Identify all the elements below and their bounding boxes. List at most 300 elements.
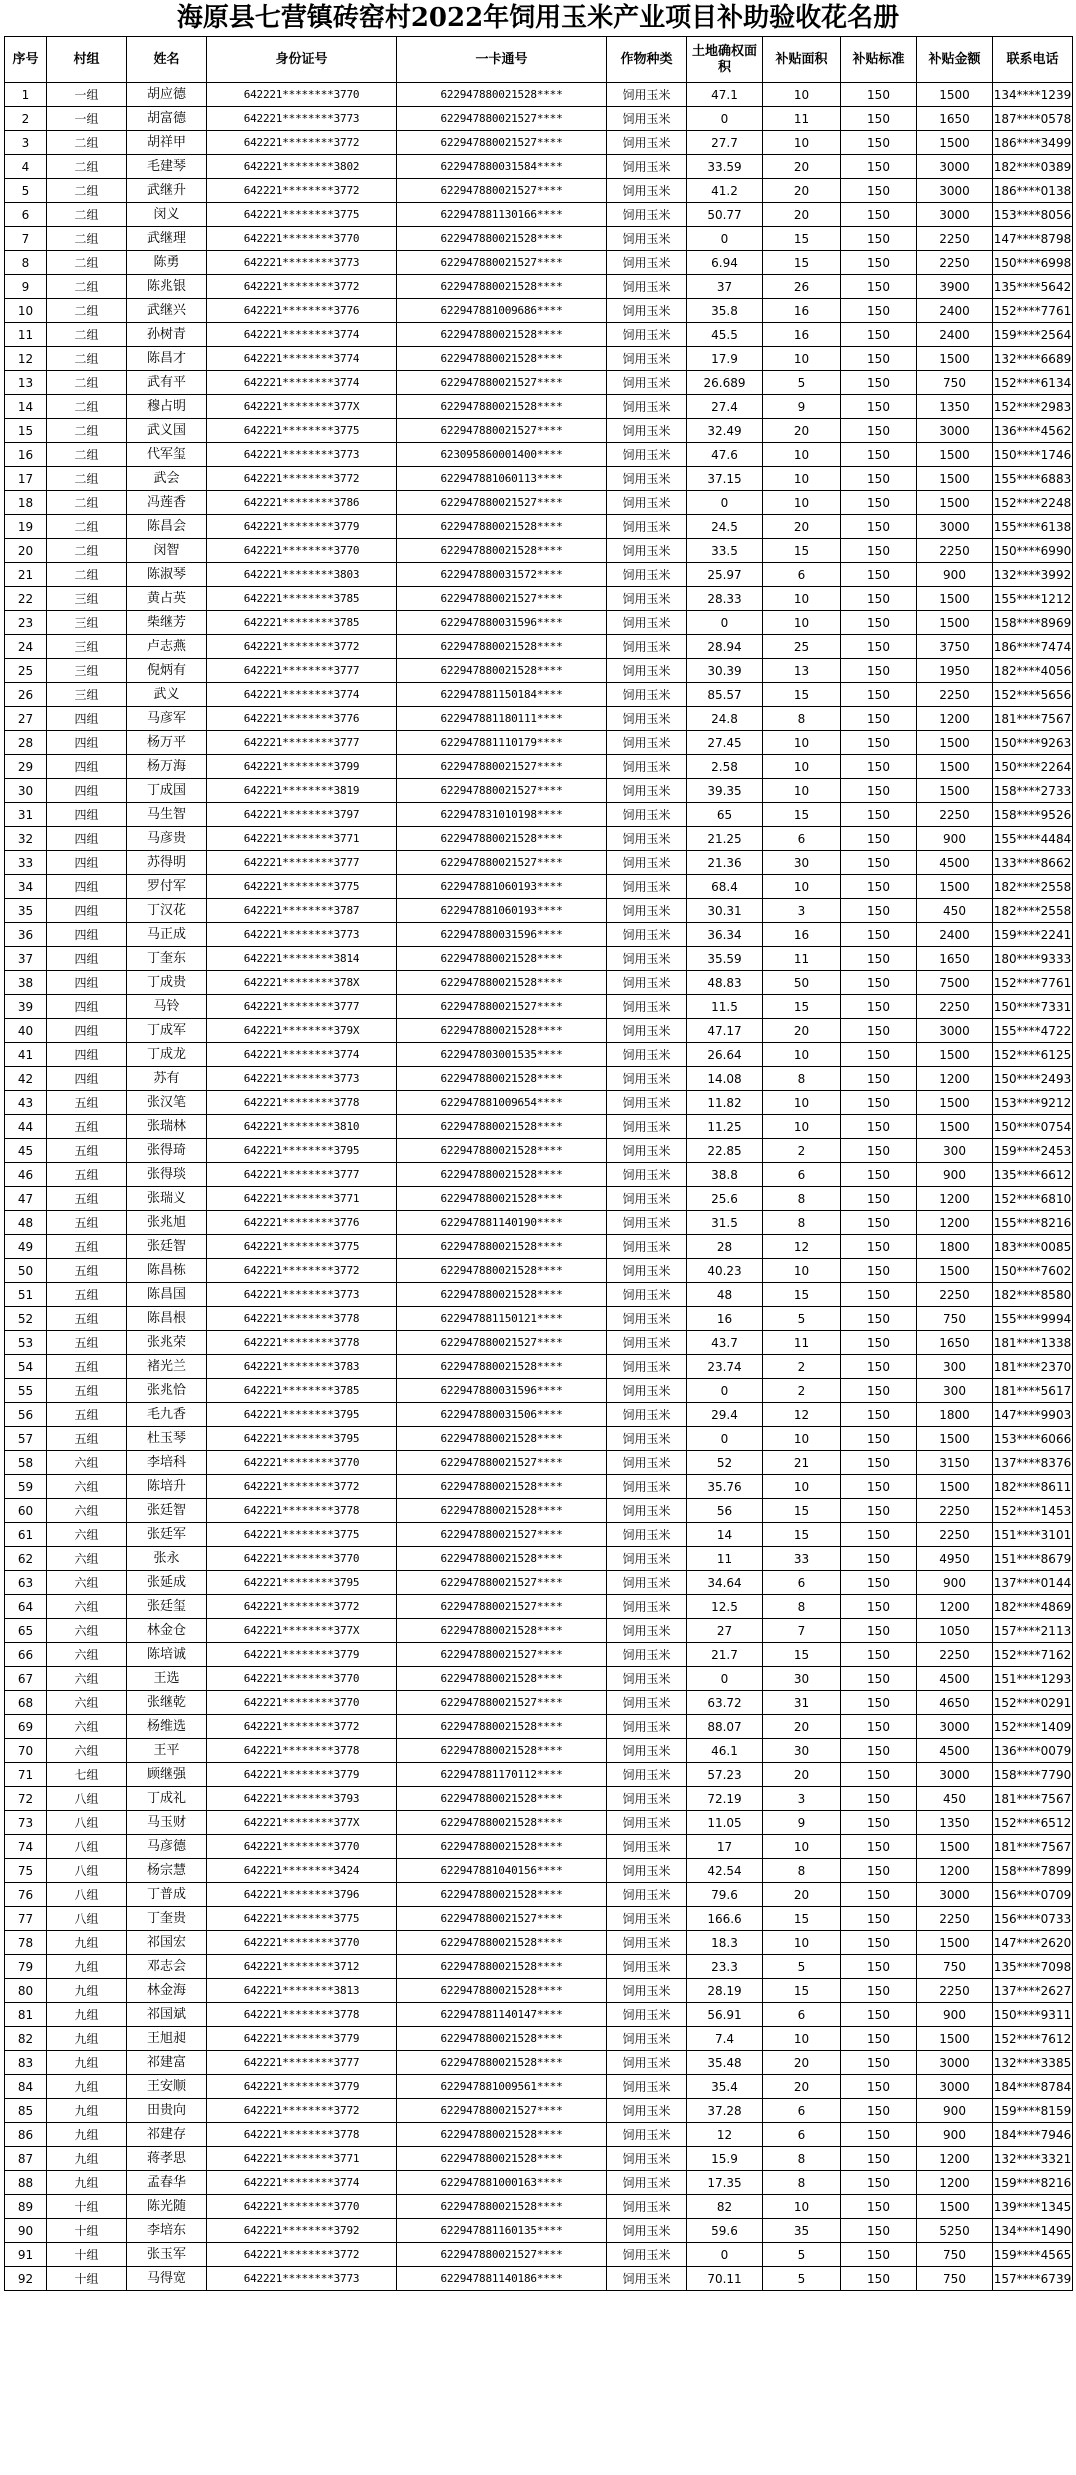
cell-card-number: 622947880021527**** [397, 131, 607, 155]
cell-subsidy-area: 10 [763, 1931, 841, 1955]
table-row [5, 635, 1073, 659]
table-row [5, 491, 1073, 515]
cell-phone: 150****6990 [993, 539, 1073, 563]
cell-id-number: 642221********3774 [207, 323, 397, 347]
cell-crop-type: 饲用玉米 [607, 1091, 687, 1115]
cell-subsidy-area: 6 [763, 563, 841, 587]
table-row [5, 1955, 1073, 1979]
cell-name: 张瑞义 [127, 1187, 207, 1211]
cell-land-area: 21.36 [687, 851, 763, 875]
cell-crop-type: 饲用玉米 [607, 827, 687, 851]
cell-name: 陈兆银 [127, 275, 207, 299]
cell-index: 54 [5, 1355, 47, 1379]
cell-phone: 158****7790 [993, 1763, 1073, 1787]
cell-card-number: 622947880021527**** [397, 1595, 607, 1619]
cell-crop-type: 饲用玉米 [607, 1835, 687, 1859]
cell-land-area: 79.6 [687, 1883, 763, 1907]
table-row [5, 2195, 1073, 2219]
cell-subsidy-amount: 1200 [917, 2171, 993, 2195]
cell-subsidy-amount: 1200 [917, 707, 993, 731]
cell-card-number: 622947880021528**** [397, 1259, 607, 1283]
cell-subsidy-amount: 900 [917, 563, 993, 587]
cell-group: 五组 [47, 1235, 127, 1259]
cell-crop-type: 饲用玉米 [607, 395, 687, 419]
cell-subsidy-area: 15 [763, 803, 841, 827]
cell-phone: 155****9994 [993, 1307, 1073, 1331]
cell-subsidy-amount: 1800 [917, 1235, 993, 1259]
cell-name: 马彦德 [127, 1835, 207, 1859]
cell-subsidy-rate: 150 [841, 1667, 917, 1691]
cell-card-number: 622947880021528**** [397, 1667, 607, 1691]
cell-group: 九组 [47, 2051, 127, 2075]
cell-subsidy-rate: 150 [841, 1283, 917, 1307]
cell-phone: 132****3321 [993, 2147, 1073, 2171]
cell-subsidy-area: 20 [763, 419, 841, 443]
cell-subsidy-rate: 150 [841, 1979, 917, 2003]
cell-card-number: 622947880021527**** [397, 851, 607, 875]
cell-card-number: 622947880021528**** [397, 1499, 607, 1523]
cell-group: 二组 [47, 299, 127, 323]
cell-subsidy-area: 20 [763, 2075, 841, 2099]
cell-group: 六组 [47, 1571, 127, 1595]
cell-name: 丁成贵 [127, 971, 207, 995]
table-row [5, 515, 1073, 539]
cell-group: 六组 [47, 1451, 127, 1475]
table-row [5, 1931, 1073, 1955]
cell-id-number: 642221********3775 [207, 419, 397, 443]
cell-index: 29 [5, 755, 47, 779]
cell-subsidy-area: 12 [763, 1235, 841, 1259]
cell-crop-type: 饲用玉米 [607, 1067, 687, 1091]
cell-crop-type: 饲用玉米 [607, 875, 687, 899]
table-row [5, 755, 1073, 779]
cell-crop-type: 饲用玉米 [607, 2147, 687, 2171]
cell-subsidy-area: 9 [763, 1811, 841, 1835]
cell-subsidy-amount: 750 [917, 2267, 993, 2291]
cell-id-number: 642221********3770 [207, 1451, 397, 1475]
cell-phone: 150****9263 [993, 731, 1073, 755]
cell-phone: 155****1212 [993, 587, 1073, 611]
cell-subsidy-area: 16 [763, 923, 841, 947]
cell-name: 穆占明 [127, 395, 207, 419]
cell-subsidy-area: 31 [763, 1691, 841, 1715]
cell-land-area: 27.4 [687, 395, 763, 419]
table-row [5, 1715, 1073, 1739]
cell-subsidy-amount: 300 [917, 1139, 993, 1163]
cell-id-number: 642221********3771 [207, 827, 397, 851]
cell-subsidy-area: 10 [763, 875, 841, 899]
table-row [5, 2219, 1073, 2243]
cell-group: 二组 [47, 251, 127, 275]
cell-subsidy-rate: 150 [841, 1643, 917, 1667]
cell-index: 88 [5, 2171, 47, 2195]
cell-phone: 158****2733 [993, 779, 1073, 803]
cell-subsidy-area: 15 [763, 251, 841, 275]
table-row [5, 395, 1073, 419]
cell-crop-type: 饲用玉米 [607, 1883, 687, 1907]
cell-name: 武继升 [127, 179, 207, 203]
cell-card-number: 622947880021528**** [397, 1835, 607, 1859]
cell-land-area: 57.23 [687, 1763, 763, 1787]
cell-land-area: 43.7 [687, 1331, 763, 1355]
cell-subsidy-area: 12 [763, 1403, 841, 1427]
cell-crop-type: 饲用玉米 [607, 683, 687, 707]
cell-subsidy-amount: 3000 [917, 203, 993, 227]
cell-phone: 182****8580 [993, 1283, 1073, 1307]
cell-group: 四组 [47, 899, 127, 923]
cell-card-number: 622947880021528**** [397, 347, 607, 371]
cell-crop-type: 饲用玉米 [607, 2027, 687, 2051]
cell-subsidy-rate: 150 [841, 1763, 917, 1787]
cell-card-number: 622947880021528**** [397, 1955, 607, 1979]
cell-name: 杨万平 [127, 731, 207, 755]
cell-subsidy-area: 10 [763, 443, 841, 467]
cell-phone: 150****9311 [993, 2003, 1073, 2027]
cell-group: 十组 [47, 2267, 127, 2291]
cell-group: 九组 [47, 2147, 127, 2171]
cell-index: 87 [5, 2147, 47, 2171]
cell-id-number: 642221********3779 [207, 2075, 397, 2099]
cell-crop-type: 饲用玉米 [607, 2075, 687, 2099]
cell-subsidy-rate: 150 [841, 635, 917, 659]
cell-index: 27 [5, 707, 47, 731]
cell-id-number: 642221********3796 [207, 1883, 397, 1907]
cell-index: 15 [5, 419, 47, 443]
cell-crop-type: 饲用玉米 [607, 1667, 687, 1691]
cell-index: 86 [5, 2123, 47, 2147]
cell-phone: 136****0079 [993, 1739, 1073, 1763]
table-row [5, 467, 1073, 491]
cell-phone: 152****6512 [993, 1811, 1073, 1835]
table-row [5, 275, 1073, 299]
cell-phone: 181****5617 [993, 1379, 1073, 1403]
cell-group: 三组 [47, 611, 127, 635]
table-row [5, 1379, 1073, 1403]
cell-name: 张玉军 [127, 2243, 207, 2267]
cell-land-area: 52 [687, 1451, 763, 1475]
cell-name: 张延成 [127, 1571, 207, 1595]
cell-crop-type: 饲用玉米 [607, 1139, 687, 1163]
cell-subsidy-amount: 2250 [917, 1643, 993, 1667]
cell-subsidy-area: 10 [763, 467, 841, 491]
cell-land-area: 65 [687, 803, 763, 827]
table-row [5, 2051, 1073, 2075]
cell-subsidy-amount: 1800 [917, 1403, 993, 1427]
cell-id-number: 642221********3770 [207, 1667, 397, 1691]
cell-subsidy-rate: 150 [841, 419, 917, 443]
cell-subsidy-area: 10 [763, 779, 841, 803]
cell-index: 24 [5, 635, 47, 659]
cell-land-area: 11.5 [687, 995, 763, 1019]
cell-subsidy-rate: 150 [841, 1043, 917, 1067]
cell-subsidy-amount: 2250 [917, 1907, 993, 1931]
table-row [5, 1187, 1073, 1211]
table-row [5, 1091, 1073, 1115]
cell-subsidy-area: 10 [763, 1835, 841, 1859]
cell-group: 三组 [47, 659, 127, 683]
cell-subsidy-area: 13 [763, 659, 841, 683]
cell-group: 六组 [47, 1643, 127, 1667]
cell-crop-type: 饲用玉米 [607, 611, 687, 635]
cell-index: 7 [5, 227, 47, 251]
cell-index: 3 [5, 131, 47, 155]
cell-subsidy-area: 15 [763, 1499, 841, 1523]
cell-group: 二组 [47, 155, 127, 179]
cell-subsidy-rate: 150 [841, 971, 917, 995]
table-row [5, 827, 1073, 851]
cell-subsidy-area: 7 [763, 1619, 841, 1643]
table-row [5, 203, 1073, 227]
cell-phone: 137****0144 [993, 1571, 1073, 1595]
cell-id-number: 642221********3783 [207, 1355, 397, 1379]
cell-subsidy-amount: 750 [917, 1955, 993, 1979]
cell-subsidy-rate: 150 [841, 155, 917, 179]
cell-id-number: 642221********3795 [207, 1139, 397, 1163]
table-row [5, 419, 1073, 443]
cell-land-area: 25.97 [687, 563, 763, 587]
cell-land-area: 0 [687, 611, 763, 635]
cell-name: 丁奎东 [127, 947, 207, 971]
cell-id-number: 642221********3786 [207, 491, 397, 515]
cell-index: 46 [5, 1163, 47, 1187]
cell-name: 陈培诚 [127, 1643, 207, 1667]
cell-card-number: 622947880021527**** [397, 1907, 607, 1931]
cell-crop-type: 饲用玉米 [607, 1235, 687, 1259]
cell-crop-type: 饲用玉米 [607, 1403, 687, 1427]
cell-subsidy-amount: 1500 [917, 1427, 993, 1451]
cell-card-number: 622947881150184**** [397, 683, 607, 707]
cell-subsidy-amount: 2250 [917, 539, 993, 563]
cell-land-area: 27.7 [687, 131, 763, 155]
table-row [5, 1139, 1073, 1163]
cell-name: 丁普成 [127, 1883, 207, 1907]
cell-subsidy-area: 2 [763, 1139, 841, 1163]
table-row [5, 347, 1073, 371]
cell-id-number: 642221********3770 [207, 1835, 397, 1859]
cell-land-area: 37.28 [687, 2099, 763, 2123]
cell-land-area: 18.3 [687, 1931, 763, 1955]
cell-subsidy-rate: 150 [841, 2195, 917, 2219]
cell-subsidy-area: 6 [763, 1571, 841, 1595]
cell-name: 丁奎贵 [127, 1907, 207, 1931]
cell-subsidy-area: 10 [763, 587, 841, 611]
table-row [5, 779, 1073, 803]
cell-name: 冯莲香 [127, 491, 207, 515]
cell-crop-type: 饲用玉米 [607, 1187, 687, 1211]
cell-index: 17 [5, 467, 47, 491]
cell-crop-type: 饲用玉米 [607, 491, 687, 515]
cell-crop-type: 饲用玉米 [607, 731, 687, 755]
cell-land-area: 16 [687, 1307, 763, 1331]
cell-name: 张继乾 [127, 1691, 207, 1715]
cell-name: 张得琰 [127, 1163, 207, 1187]
cell-name: 顾继强 [127, 1763, 207, 1787]
cell-subsidy-rate: 150 [841, 1859, 917, 1883]
cell-card-number: 622947881060193**** [397, 899, 607, 923]
cell-subsidy-amount: 3900 [917, 275, 993, 299]
cell-crop-type: 饲用玉米 [607, 179, 687, 203]
cell-subsidy-rate: 150 [841, 1931, 917, 1955]
cell-land-area: 23.3 [687, 1955, 763, 1979]
cell-land-area: 56 [687, 1499, 763, 1523]
cell-subsidy-area: 8 [763, 1211, 841, 1235]
cell-id-number: 642221********3775 [207, 1907, 397, 1931]
cell-phone: 186****3499 [993, 131, 1073, 155]
cell-index: 11 [5, 323, 47, 347]
cell-card-number: 622947880021528**** [397, 275, 607, 299]
cell-phone: 147****9903 [993, 1403, 1073, 1427]
cell-subsidy-amount: 1500 [917, 443, 993, 467]
cell-phone: 132****3992 [993, 563, 1073, 587]
cell-land-area: 0 [687, 227, 763, 251]
cell-crop-type: 饲用玉米 [607, 1475, 687, 1499]
table-row [5, 851, 1073, 875]
cell-index: 28 [5, 731, 47, 755]
cell-group: 九组 [47, 1931, 127, 1955]
cell-name: 丁成军 [127, 1019, 207, 1043]
cell-subsidy-area: 20 [763, 2051, 841, 2075]
cell-phone: 155****4484 [993, 827, 1073, 851]
cell-subsidy-rate: 150 [841, 1211, 917, 1235]
cell-index: 68 [5, 1691, 47, 1715]
cell-phone: 156****0709 [993, 1883, 1073, 1907]
cell-subsidy-area: 20 [763, 1715, 841, 1739]
table-row [5, 323, 1073, 347]
cell-group: 五组 [47, 1283, 127, 1307]
cell-land-area: 37 [687, 275, 763, 299]
cell-card-number: 622947880021527**** [397, 2099, 607, 2123]
cell-phone: 157****2113 [993, 1619, 1073, 1643]
cell-card-number: 622947880021527**** [397, 2243, 607, 2267]
cell-index: 83 [5, 2051, 47, 2075]
cell-name: 马生智 [127, 803, 207, 827]
cell-group: 六组 [47, 1619, 127, 1643]
cell-subsidy-area: 5 [763, 1955, 841, 1979]
cell-group: 九组 [47, 2027, 127, 2051]
cell-index: 39 [5, 995, 47, 1019]
cell-group: 八组 [47, 1811, 127, 1835]
cell-group: 八组 [47, 1787, 127, 1811]
cell-land-area: 22.85 [687, 1139, 763, 1163]
table-row [5, 1115, 1073, 1139]
cell-land-area: 42.54 [687, 1859, 763, 1883]
cell-crop-type: 饲用玉米 [607, 2267, 687, 2291]
cell-crop-type: 饲用玉米 [607, 2219, 687, 2243]
cell-group: 二组 [47, 491, 127, 515]
cell-land-area: 27.45 [687, 731, 763, 755]
cell-subsidy-area: 20 [763, 515, 841, 539]
cell-card-number: 622947880021527**** [397, 1691, 607, 1715]
cell-land-area: 24.8 [687, 707, 763, 731]
cell-phone: 153****6066 [993, 1427, 1073, 1451]
cell-land-area: 28 [687, 1235, 763, 1259]
cell-subsidy-area: 10 [763, 1091, 841, 1115]
table-row [5, 1355, 1073, 1379]
cell-index: 89 [5, 2195, 47, 2219]
cell-crop-type: 饲用玉米 [607, 419, 687, 443]
cell-group: 四组 [47, 707, 127, 731]
table-row [5, 2075, 1073, 2099]
cell-name: 邓志会 [127, 1955, 207, 1979]
cell-group: 五组 [47, 1115, 127, 1139]
cell-id-number: 642221********3774 [207, 347, 397, 371]
cell-phone: 137****2627 [993, 1979, 1073, 2003]
cell-subsidy-rate: 150 [841, 467, 917, 491]
cell-subsidy-rate: 150 [841, 1523, 917, 1547]
cell-name: 祁国斌 [127, 2003, 207, 2027]
table-row [5, 1643, 1073, 1667]
cell-id-number: 642221********377X [207, 395, 397, 419]
cell-index: 34 [5, 875, 47, 899]
table-row [5, 1859, 1073, 1883]
cell-phone: 182****8611 [993, 1475, 1073, 1499]
cell-group: 三组 [47, 683, 127, 707]
cell-crop-type: 饲用玉米 [607, 1307, 687, 1331]
table-row [5, 923, 1073, 947]
cell-card-number: 622947880031596**** [397, 611, 607, 635]
cell-subsidy-rate: 150 [841, 1883, 917, 1907]
cell-index: 20 [5, 539, 47, 563]
cell-subsidy-amount: 4500 [917, 1667, 993, 1691]
cell-land-area: 15.9 [687, 2147, 763, 2171]
cell-subsidy-amount: 4950 [917, 1547, 993, 1571]
cell-subsidy-area: 35 [763, 2219, 841, 2243]
cell-card-number: 622947880021528**** [397, 323, 607, 347]
cell-name: 王选 [127, 1667, 207, 1691]
cell-subsidy-area: 15 [763, 1283, 841, 1307]
cell-subsidy-rate: 150 [841, 683, 917, 707]
cell-card-number: 622947880021528**** [397, 1163, 607, 1187]
cell-id-number: 642221********3774 [207, 683, 397, 707]
cell-subsidy-amount: 1500 [917, 779, 993, 803]
cell-card-number: 622947880021528**** [397, 947, 607, 971]
cell-land-area: 12 [687, 2123, 763, 2147]
cell-index: 32 [5, 827, 47, 851]
cell-land-area: 47.6 [687, 443, 763, 467]
cell-id-number: 642221********377X [207, 1619, 397, 1643]
cell-land-area: 35.8 [687, 299, 763, 323]
cell-name: 马正成 [127, 923, 207, 947]
cell-name: 陈光随 [127, 2195, 207, 2219]
cell-phone: 152****0291 [993, 1691, 1073, 1715]
cell-card-number: 622947880021527**** [397, 779, 607, 803]
cell-card-number: 622947880021528**** [397, 1115, 607, 1139]
table-row [5, 1667, 1073, 1691]
cell-subsidy-rate: 150 [841, 107, 917, 131]
cell-subsidy-rate: 150 [841, 1907, 917, 1931]
cell-id-number: 642221********3771 [207, 2147, 397, 2171]
cell-card-number: 622947880021528**** [397, 659, 607, 683]
cell-crop-type: 饲用玉米 [607, 155, 687, 179]
cell-land-area: 26.64 [687, 1043, 763, 1067]
table-row [5, 107, 1073, 131]
cell-id-number: 642221********3803 [207, 563, 397, 587]
cell-id-number: 642221********3772 [207, 131, 397, 155]
cell-land-area: 28.19 [687, 1979, 763, 2003]
cell-subsidy-area: 2 [763, 1379, 841, 1403]
table-row [5, 2099, 1073, 2123]
cell-phone: 158****7899 [993, 1859, 1073, 1883]
cell-index: 58 [5, 1451, 47, 1475]
cell-card-number: 622947880021528**** [397, 2027, 607, 2051]
cell-crop-type: 饲用玉米 [607, 1859, 687, 1883]
table-row [5, 1019, 1073, 1043]
cell-name: 马彦军 [127, 707, 207, 731]
cell-subsidy-amount: 1650 [917, 107, 993, 131]
cell-phone: 159****4565 [993, 2243, 1073, 2267]
cell-subsidy-rate: 150 [841, 659, 917, 683]
cell-card-number: 622947880021528**** [397, 1355, 607, 1379]
